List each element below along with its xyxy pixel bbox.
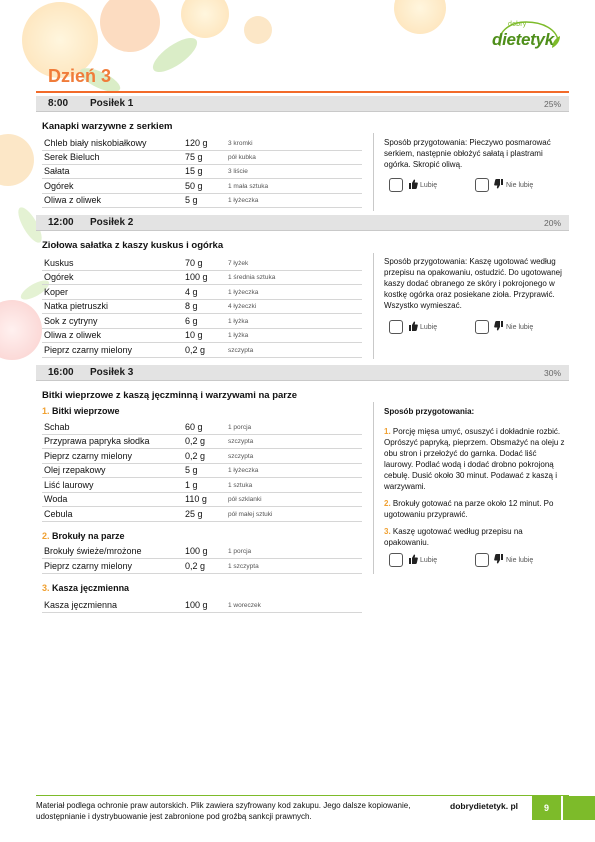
ingredient-qty: 0,2 g (185, 436, 206, 446)
meal-header-3 (36, 365, 569, 381)
thumbs-down-icon (494, 179, 504, 189)
ingredient-measure: 1 woreczek (228, 602, 261, 609)
dislike-checkbox[interactable] (475, 320, 489, 334)
ingredient-name: Liść laurowy (44, 480, 94, 490)
prep-text-1: Sposób przygotowania: Pieczywo posmarować serkiem, następnie obłożyć sałatą i plastrami ogórka. Skropić oliwą. (384, 138, 551, 169)
ingredient-measure: 1 łyżeczka (228, 289, 259, 296)
ingredient-row (42, 180, 362, 194)
like-label: Lubię (420, 182, 438, 189)
ingredient-qty: 4 g (185, 287, 198, 297)
ingredient-qty: 1 g (185, 480, 198, 490)
ingredient-qty: 0,2 g (185, 561, 206, 571)
ingredient-qty: 25 g (185, 509, 203, 519)
ingredient-name: Serek Bieluch (44, 152, 100, 162)
ingredient-row (42, 300, 362, 314)
ingredient-name: Pieprz czarny mielony (44, 561, 133, 571)
meal-time: 16:00 (48, 367, 74, 378)
prep-step (384, 426, 566, 492)
meal-time: 8:00 (48, 98, 69, 109)
subrecipe-number: 3. (42, 583, 50, 593)
ingredient-row (42, 286, 362, 300)
ingredient-row (42, 194, 362, 208)
column-divider (373, 133, 374, 211)
thumbs-up-icon (408, 179, 418, 189)
ingredient-measure: 3 liście (228, 168, 248, 175)
ingredient-row (42, 257, 362, 271)
ingredient-measure: 1 łyżka (228, 318, 249, 325)
meal-label: Posiłek 3 (90, 367, 134, 378)
ingredient-measure: 4 łyżeczki (228, 303, 257, 310)
meal-header-1 (36, 96, 569, 112)
ingredient-name: Przyprawa papryka słodka (44, 436, 150, 446)
prep-text-2: Sposób przygotowania: Kaszę ugotować według przepisu na opakowaniu, ostudzić. Do ugotowanej kaszy dodać obranego ze skóry i pokrojonego w kostkę ogórka oraz posiekane zioła. Przyprawić. Wszystko wymieszać. (384, 257, 562, 310)
dislike-checkbox[interactable] (475, 178, 489, 192)
column-divider (373, 253, 374, 359)
ingredient-measure: 3 kromki (228, 140, 253, 147)
ingredient-measure: 1 mała sztuka (228, 183, 269, 190)
ingredient-row (42, 421, 362, 435)
meal-header-2 (36, 215, 569, 231)
ingredient-qty: 10 g (185, 330, 203, 340)
meal-label: Posiłek 1 (90, 98, 134, 109)
ingredient-qty: 100 g (185, 546, 208, 556)
footer-site-link[interactable]: dobrydietetyk. pl (450, 801, 519, 811)
subrecipe-name: Kasza jęczmienna (52, 583, 130, 593)
prep-step-number: 2. (384, 499, 391, 508)
ingredient-row (42, 329, 362, 343)
ingredient-qty: 5 g (185, 195, 198, 205)
meal-percent: 20% (543, 218, 561, 228)
ingredient-row (42, 450, 362, 464)
ingredient-measure: szczypta (228, 347, 254, 354)
like-label: Lubię (420, 557, 438, 564)
ingredient-name: Schab (44, 422, 70, 432)
ingredient-name: Brokuły świeże/mrożone (44, 546, 142, 556)
ingredient-row (42, 493, 362, 507)
meal-time: 12:00 (48, 217, 74, 228)
dislike-label: Nie lubię (506, 182, 534, 189)
subrecipe-title (42, 583, 129, 593)
ingredient-name: Sok z cytryny (44, 316, 98, 326)
thumbs-up-icon (408, 554, 418, 564)
subrecipe-number: 1. (42, 406, 50, 416)
meal-percent: 25% (543, 99, 561, 109)
ingredient-qty: 120 g (185, 138, 208, 148)
ingredient-measure: 1 średnia sztuka (228, 274, 276, 281)
ingredient-row (42, 599, 362, 613)
like-checkbox[interactable] (389, 553, 403, 567)
meal-percent: 30% (543, 368, 561, 378)
ingredient-name: Cebula (44, 509, 73, 519)
ingredient-name: Natka pietruszki (44, 301, 109, 311)
ingredient-qty: 15 g (185, 166, 203, 176)
ingredient-row (42, 344, 362, 358)
prep-step-number: 3. (384, 527, 391, 536)
subrecipe-title (42, 406, 120, 416)
ingredient-qty: 60 g (185, 422, 203, 432)
ingredient-row (42, 151, 362, 165)
ingredient-qty: 5 g (185, 465, 198, 475)
ingredient-row (42, 479, 362, 493)
prep-step-text: Brokuły gotować na parze około 12 minut. Po ugotowaniu przyprawić. (384, 499, 554, 519)
brand-logo (486, 16, 566, 58)
dish-title-1: Kanapki warzywne z serkiem (42, 121, 173, 132)
subrecipe-number: 2. (42, 531, 50, 541)
ingredient-qty: 100 g (185, 272, 208, 282)
subrecipe-name: Bitki wieprzowe (52, 406, 120, 416)
ingredient-qty: 0,2 g (185, 345, 206, 355)
ingredient-row (42, 435, 362, 449)
dislike-checkbox[interactable] (475, 553, 489, 567)
logo-small-text: dobry (508, 21, 527, 28)
prep-step (384, 498, 566, 520)
ingredient-qty: 110 g (185, 494, 207, 504)
ingredient-measure: 7 łyżek (228, 260, 249, 267)
footer-divider (36, 795, 569, 796)
ingredient-measure: pół kubka (228, 154, 256, 161)
ingredient-measure: 1 porcja (228, 424, 252, 431)
ingredient-measure: 1 porcja (228, 548, 252, 555)
ingredient-qty: 100 g (185, 600, 208, 610)
dislike-label: Nie lubię (506, 557, 534, 564)
ingredient-name: Ogórek (44, 181, 74, 191)
ingredient-measure: 1 łyżeczka (228, 197, 259, 204)
column-divider (373, 402, 374, 574)
prep-title: Sposób przygotowania: (384, 407, 475, 416)
ingredient-name: Woda (44, 494, 68, 504)
like-label: Lubię (420, 324, 438, 331)
ingredient-name: Kasza jęczmienna (44, 600, 118, 610)
ingredient-qty: 6 g (185, 316, 198, 326)
thumbs-down-icon (494, 321, 504, 331)
prep-step (384, 526, 566, 548)
ingredient-name: Oliwa z oliwek (44, 195, 102, 205)
ingredient-name: Pieprz czarny mielony (44, 345, 133, 355)
page-number: 9 (532, 796, 561, 820)
like-checkbox[interactable] (389, 178, 403, 192)
ingredient-name: Ogórek (44, 272, 74, 282)
ingredient-qty: 50 g (185, 181, 203, 191)
ingredient-name: Sałata (44, 166, 70, 176)
ingredient-row (42, 560, 362, 574)
logo-big-text: dietetyk (492, 30, 554, 49)
ingredient-measure: pół małej sztuki (228, 511, 273, 518)
ingredient-row (42, 271, 362, 285)
prep-block-3 (384, 406, 566, 548)
footer-copyright: Materiał podlega ochronie praw autorskich. Plik zawiera szyfrowany kod zakupu. Jego dalsze kopiowanie, udostępnianie i dystrybuowanie jest zabronione pod groźbą sankcji prawnych. (36, 801, 411, 821)
ingredient-name: Chleb biały niskobiałkowy (44, 138, 147, 148)
ingredient-name: Olej rzepakowy (44, 465, 106, 475)
subrecipe-title (42, 531, 125, 541)
prep-step-text: Porcję mięsa umyć, osuszyć i dokładnie rozbić. Oprószyć papryką, pieprzem. Obsmażyć na oleju z obu stron i przełożyć do garnka. Dodać liść laurowy. Podlać wodą i dodać drobno pokrojoną cebulę. Dusić około 30 minut. Podawać z kaszą i warzywami. (384, 427, 565, 491)
ingredient-qty: 70 g (185, 258, 203, 268)
ingredient-row (42, 464, 362, 478)
ingredient-measure: 1 szczypta (228, 563, 259, 570)
dish-title-3: Bitki wieprzowe z kaszą jęczminną i warzywami na parze (42, 390, 298, 401)
ingredient-name: Oliwa z oliwek (44, 330, 102, 340)
ingredient-name: Kuskus (44, 258, 74, 268)
prep-step-text: Kaszę ugotować według przepisu na opakowaniu. (384, 527, 523, 547)
ingredient-name: Koper (44, 287, 69, 297)
ingredient-row (42, 137, 362, 151)
ingredient-row (42, 165, 362, 179)
subrecipe-name: Brokuły na parze (52, 531, 125, 541)
ingredient-measure: pół szklanki (228, 496, 262, 503)
ingredient-measure: 1 łyżka (228, 332, 249, 339)
ingredient-row (42, 508, 362, 522)
ingredient-measure: 1 łyżeczka (228, 467, 259, 474)
ingredient-measure: 1 sztuka (228, 482, 253, 489)
ingredient-qty: 0,2 g (185, 451, 206, 461)
ingredient-measure: szczypta (228, 453, 254, 460)
dislike-label: Nie lubię (506, 324, 534, 331)
ingredient-name: Pieprz czarny mielony (44, 451, 133, 461)
thumbs-up-icon (408, 321, 418, 331)
ingredient-row (42, 315, 362, 329)
prep-step-number: 1. (384, 427, 391, 436)
day-title: Dzień 3 (48, 66, 112, 86)
dish-title-2: Ziołowa sałatka z kaszy kuskus i ogórka (42, 240, 224, 251)
ingredient-qty: 8 g (185, 301, 198, 311)
ingredient-qty: 75 g (185, 152, 203, 162)
ingredient-row (42, 545, 362, 559)
footer-green-block (563, 796, 595, 820)
title-divider (36, 91, 569, 93)
like-checkbox[interactable] (389, 320, 403, 334)
thumbs-down-icon (494, 554, 504, 564)
meal-label: Posiłek 2 (90, 217, 134, 228)
ingredient-measure: szczypta (228, 438, 254, 445)
